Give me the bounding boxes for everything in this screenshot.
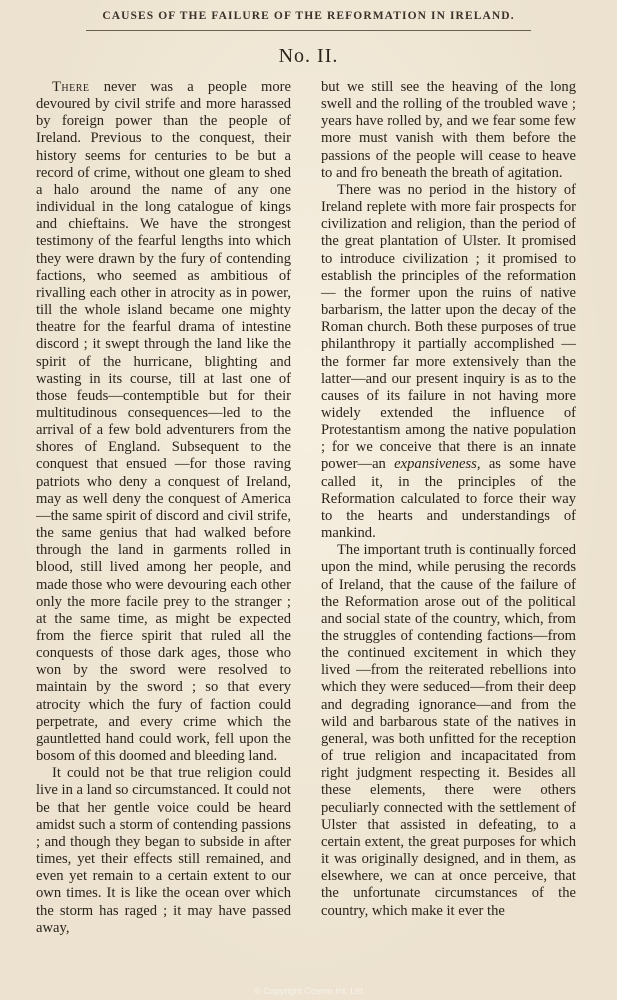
paragraph	[321, 182, 576, 542]
paragraph-text: as some have called it, in the principles of the Reformation calculated to force their way to the hearts and understandings of mankind.	[321, 456, 576, 542]
paragraph: It could not be that true religion could live in a land so circumstanced. It could not be that her gentle voice could be heard amidst such a storm of contending passions ; and though they began to subside in after times, yet their effects still remained, and even yet remain to a certain extent to our own times. It is like the ocean over which the storm has raged ; it may have passed away,	[36, 765, 291, 936]
italic-term: expansiveness,	[394, 456, 481, 473]
article-number: No. II.	[278, 45, 339, 67]
right-column	[321, 79, 576, 920]
paragraph-text: never was a people more devoured by civil strife and more harassed by foreign power than the people of Ireland. Previous to the conquest, their history seems for centuries to be but a record of crime, without one gleam to shed a halo around the name of any one individual in the long catalogue of kings and chieftains. We have the strongest testimony of the fearful lengths into which they were drawn by the fury of contending factions, who seemed as ambitious of rivalling each other in atrocity as in power, till the whole island became one mighty theatre for the fearful drama of intestine discord ; it swept through the land like the spirit of the hurricane, blighting and wasting in its course, till at last one of those feuds—contemptible but for their multitudinous consequences—led to the arrival of a few bold adventurers from the shores of England. Subsequent to the conquest that ensued —for those raving patriots who deny a conquest of Ireland, may as well deny the conquest of America—the same spirit of discord and civil strife, the same genius that had walked before through the land in garments rolled in blood, still lived among her people, and made those who were devouring each other only the more facile prey to the stranger ; at the same time, as might be expected from the fierce spirit that ruled all the conquests of those dark ages, those who won by the sword were resolved to maintain by the sword ; so that every atrocity which the fury of faction could perpetrate, and every crime which the gauntletted hand could work, fell upon the bosom of this doomed and bleeding land.	[36, 79, 291, 765]
left-column	[36, 79, 291, 937]
paragraph-continuation: but we still see the heaving of the long swell and the rolling of the troubled wave ; years have rolled by, and we fear some few more must vanish with them before the passions of the people will cease to heave to and fro beneath the breath of agitation.	[321, 79, 576, 181]
copyright-watermark: © Copyright Cosmo Int. Ltd	[254, 986, 363, 996]
opening-word: There	[52, 79, 90, 95]
running-title: CAUSES OF THE FAILURE OF THE REFORMATION IN IRELAND.	[102, 10, 515, 22]
paragraph: The important truth is continually forced upon the mind, while perusing the records of Ireland, that the cause of the failure of the Reformation arose out of the political and social state of the country, which, from the struggles of contending factions—from the continued excitement in which they lived —from the reiterated rebellions into which they were seduced—from their deep and degrading ignorance—and from the wild and barbarous state of the natives in general, was both unfitted for the reception of true religion and incapacitated from right judgment respecting it. Besides all these elements, there were others peculiarly connected with the settlement of Ulster that assisted in defeating, to a certain extent, the great purposes for which it was originally designed, and in them, as elsewhere, we can at once perceive, that the unfortunate circumstances of the country, which make it ever the	[321, 542, 576, 919]
header-rule	[86, 30, 531, 31]
paragraph-text: There was no period in the history of Ireland replete with more fair prospects for civilization and religion, than the period of the great plantation of Ulster. It promised to introduce civilization ; it promised to establish the principles of the reformation — the former upon the ruins of native barbarism, the latter upon the decay of the Roman church. Both these purposes of true philanthropy it partially accomplished — the former far more extensively than the latter—and our present inquiry is as to the causes of its failure in not having more widely extended the influence of Protestantism among the native population ; for we conceive that there is an innate power—an	[321, 181, 576, 473]
paragraph	[36, 79, 291, 765]
